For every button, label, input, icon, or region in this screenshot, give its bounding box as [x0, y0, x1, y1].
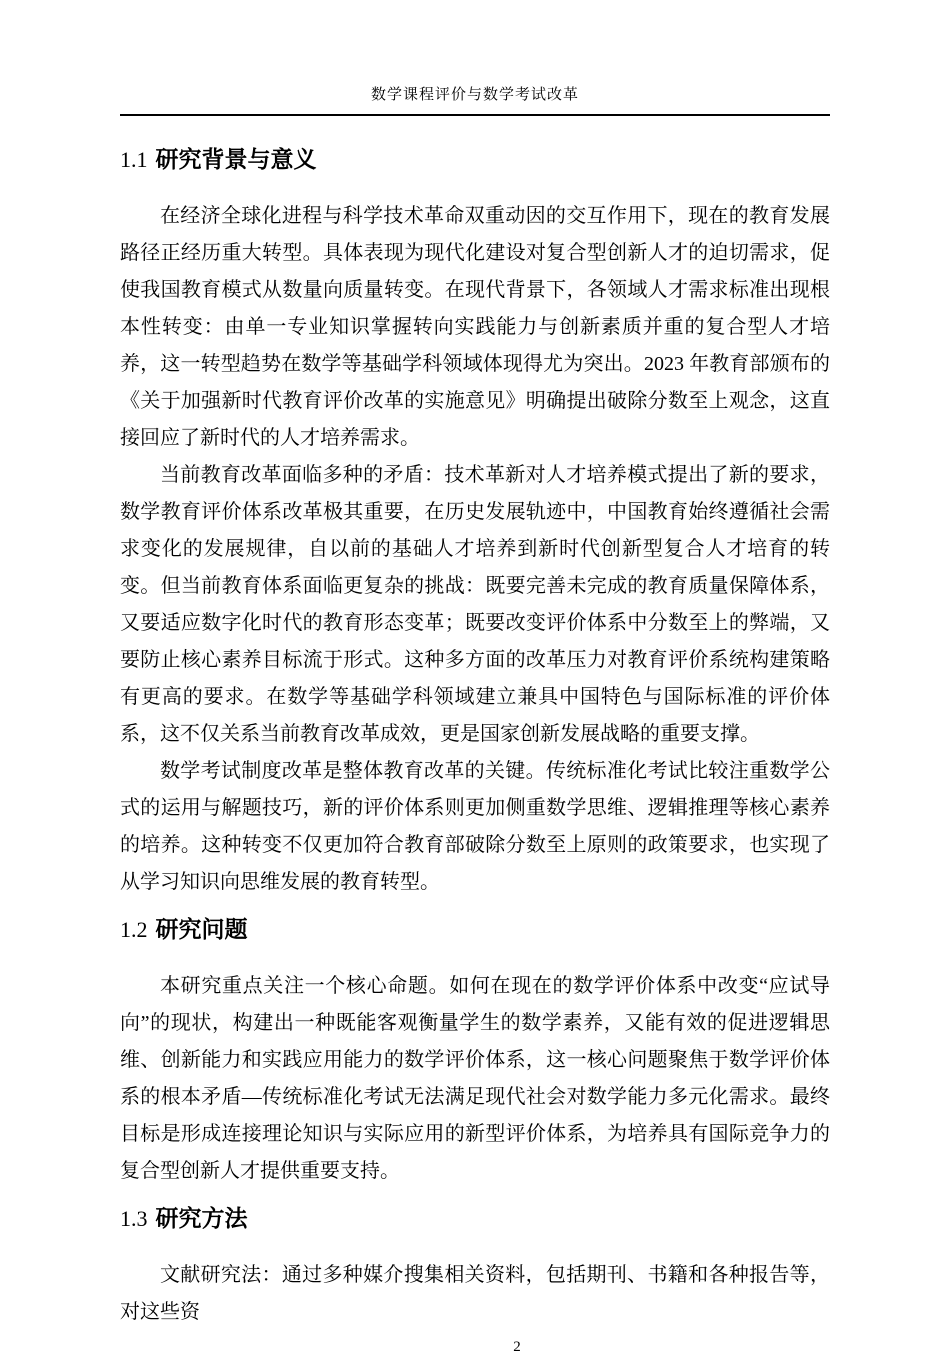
paragraph: 本研究重点关注一个核心命题。如何在现在的数学评价体系中改变“应试导向”的现状，构建出一种既能客观衡量学生的数学素养，又能有效的促进逻辑思维、创新能力和实践应用能力的数学评价体系，这一核心问题聚焦于数学评价体系的根本矛盾—传统标准化考试无法满足现代社会对数学能力多元化需求。最终目标是形成连接理论知识与实际应用的新型评价体系，为培养具有国际竞争力的复合型创新人才提供重要支持。	[120, 975, 830, 1182]
section-title: 研究方法	[155, 1205, 248, 1231]
section-body-1-3	[120, 1257, 830, 1331]
section-title: 研究背景与意义	[155, 146, 317, 172]
paragraph: 在经济全球化进程与科学技术革命双重动因的交互作用下，现在的教育发展路径正经历重大转型。具体表现为现代化建设对复合型创新人才的迫切需求，促使我国教育模式从数量向质量转变。在现代背景下，各领域人才需求标准出现根本性转变：由单一专业知识掌握转向实践能力与创新素质并重的复合型人才培养，这一转型趋势在数学等基础学科领域体现得尤为突出。2023 年教育部颁布的《关于加强新时代教育评价改革的实施意见》明确提出破除分数至上观念，这直接回应了新时代的人才培养需求。	[120, 205, 830, 449]
paragraph: 文献研究法：通过多种媒介搜集相关资料，包括期刊、书籍和各种报告等，对这些资	[120, 1264, 830, 1323]
running-header-title: 数学课程评价与数学考试改革	[370, 87, 579, 103]
paragraph: 数学考试制度改革是整体教育改革的关键。传统标准化考试比较注重数学公式的运用与解题技巧，新的评价体系则更加侧重数学思维、逻辑推理等核心素养的培养。这种转变不仅更加符合教育部破除分数至上原则的政策要求，也实现了从学习知识向思维发展的教育转型。	[120, 760, 830, 893]
section-number: 1.2	[120, 917, 148, 942]
section-body-1-1	[120, 198, 830, 901]
section-heading-1-1	[120, 143, 830, 176]
section-body-1-2	[120, 968, 830, 1190]
paragraph: 当前教育改革面临多种的矛盾：技术革新对人才培养模式提出了新的要求，数学教育评价体系改革极其重要，在历史发展轨迹中，中国教育始终遵循社会需求变化的发展规律，自以前的基础人才培养到新时代创新型复合人才培育的转变。但当前教育体系面临更复杂的挑战：既要完善未完成的教育质量保障体系，又要适应数字化时代的教育形态变革；既要改变评价体系中分数至上的弊端，又要防止核心素养目标流于形式。这种多方面的改革压力对教育评价系统构建策略有更高的要求。在数学等基础学科领域建立兼具中国特色与国际标准的评价体系，这不仅关系当前教育改革成效，更是国家创新发展战略的重要支撑。	[120, 464, 830, 745]
page-number: 2	[513, 1339, 521, 1355]
section-number: 1.1	[120, 147, 148, 172]
section-number: 1.3	[120, 1206, 148, 1231]
running-header	[120, 85, 830, 116]
section-heading-1-2	[120, 913, 830, 946]
section-heading-1-3	[120, 1202, 830, 1235]
section-title: 研究问题	[155, 916, 248, 942]
